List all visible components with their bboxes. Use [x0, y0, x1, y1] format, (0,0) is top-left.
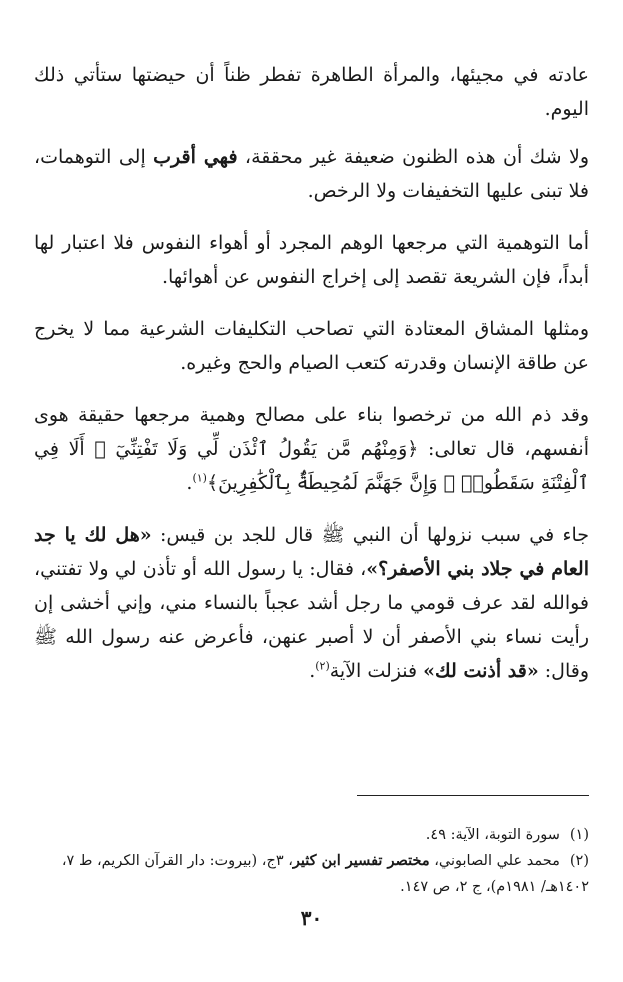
paragraph-3-text: أما التوهمية التي مرجعها الوهم المجرد أو أهواء النفوس فلا اعتبار لها أبداً، فإن الشريعة تقصد إلى إخراج النفوس عن أهوائها. — [34, 232, 589, 288]
paragraph-4 — [34, 312, 589, 380]
paragraph-5 — [34, 398, 589, 500]
hadith-quote-1: «هل لك يا جد العام في جلاد بني الأصفر؟» — [34, 524, 589, 580]
paragraph-6-text-b: ، فقال: يا رسول الله أو تأذن لي ولا تفتني، فوالله لقد عرف قومي ما رجل أشد عجباً بالنساء مني، وإني أخشى إن رأيت نساء بني الأصفر أن لا أصبر عنهن، فأعرض عنه رسول الله ﷺ وقال: — [34, 558, 589, 682]
paragraph-2 — [34, 140, 589, 208]
paragraph-4-text: ومثلها المشاق المعتادة التي تصاحب التكليفات الشرعية مما لا يخرج عن طاقة الإنسان وقدرته كتعب الصيام والحج وغيره. — [34, 318, 589, 374]
paragraph-3 — [34, 226, 589, 294]
paragraph-1 — [34, 58, 589, 126]
footnotes — [34, 822, 589, 900]
footnote-ref-2[interactable]: (٢) — [315, 659, 330, 673]
paragraph-6-text-c: فنزلت الآية — [329, 660, 424, 682]
quran-verse: ﴿وَمِنْهُم مَّن يَقُولُ ٱئْذَن لِّي وَلَا تَفْتِنِّيٓ ۚ أَلَا فِي ٱلْفِتْنَةِ سَقَطُوا۟ ۗ وَإِنَّ جَهَنَّمَ لَمُحِيطَةٌۢ بِٱلْكَٰفِرِينَ﴾ — [34, 438, 589, 494]
paragraph-2-text-c: إلى التوهمات، فلا تبنى عليها التخفيفات ولا الرخص. — [34, 146, 589, 202]
footnote-2-text-b: ، ٣ج، (بيروت: دار القرآن الكريم، ط ٧، ١٤٠٢هـ/ ١٩٨١م)، ج ٢، ص ١٤٧. — [61, 853, 589, 895]
footnote-1 — [34, 822, 589, 848]
page-number: ٣٠ — [300, 906, 323, 930]
footnote-2 — [34, 848, 589, 900]
hadith-quote-2: «قد أذنت لك» — [423, 660, 539, 682]
paragraph-1-text: عادته في مجيئها، والمرأة الطاهرة تفطر ظناً أن حيضتها ستأتي ذلك اليوم. — [34, 64, 589, 120]
paragraph-2-text-a: ولا شك أن هذه الظنون ضعيفة غير محققة، — [237, 146, 589, 168]
paragraph-2-emphasis: فهي أقرب — [153, 146, 238, 168]
footnote-2-number: (٢) — [569, 853, 589, 869]
paragraph-5-text: وقد ذم الله من ترخصوا بناء على مصالح وهمية مرجعها حقيقة هوى أنفسهم، قال تعالى: — [34, 404, 589, 460]
footnote-divider — [357, 795, 589, 796]
footnote-2-book-title: مختصر تفسير ابن كثير — [292, 852, 430, 869]
main-text — [34, 58, 589, 706]
footnote-ref-1[interactable]: (١) — [192, 471, 207, 485]
paragraph-5-end: . — [186, 472, 193, 494]
footnote-1-number: (١) — [569, 827, 589, 843]
paragraph-6-end: . — [309, 660, 316, 682]
footnote-1-text: سورة التوبة، الآية: ٤٩. — [425, 827, 560, 843]
paragraph-6-text-a: جاء في سبب نزولها أن النبي ﷺ قال للجد بن قيس: — [151, 524, 589, 546]
paragraph-6 — [34, 518, 589, 688]
footnote-2-text-a: محمد علي الصابوني، — [429, 853, 560, 869]
